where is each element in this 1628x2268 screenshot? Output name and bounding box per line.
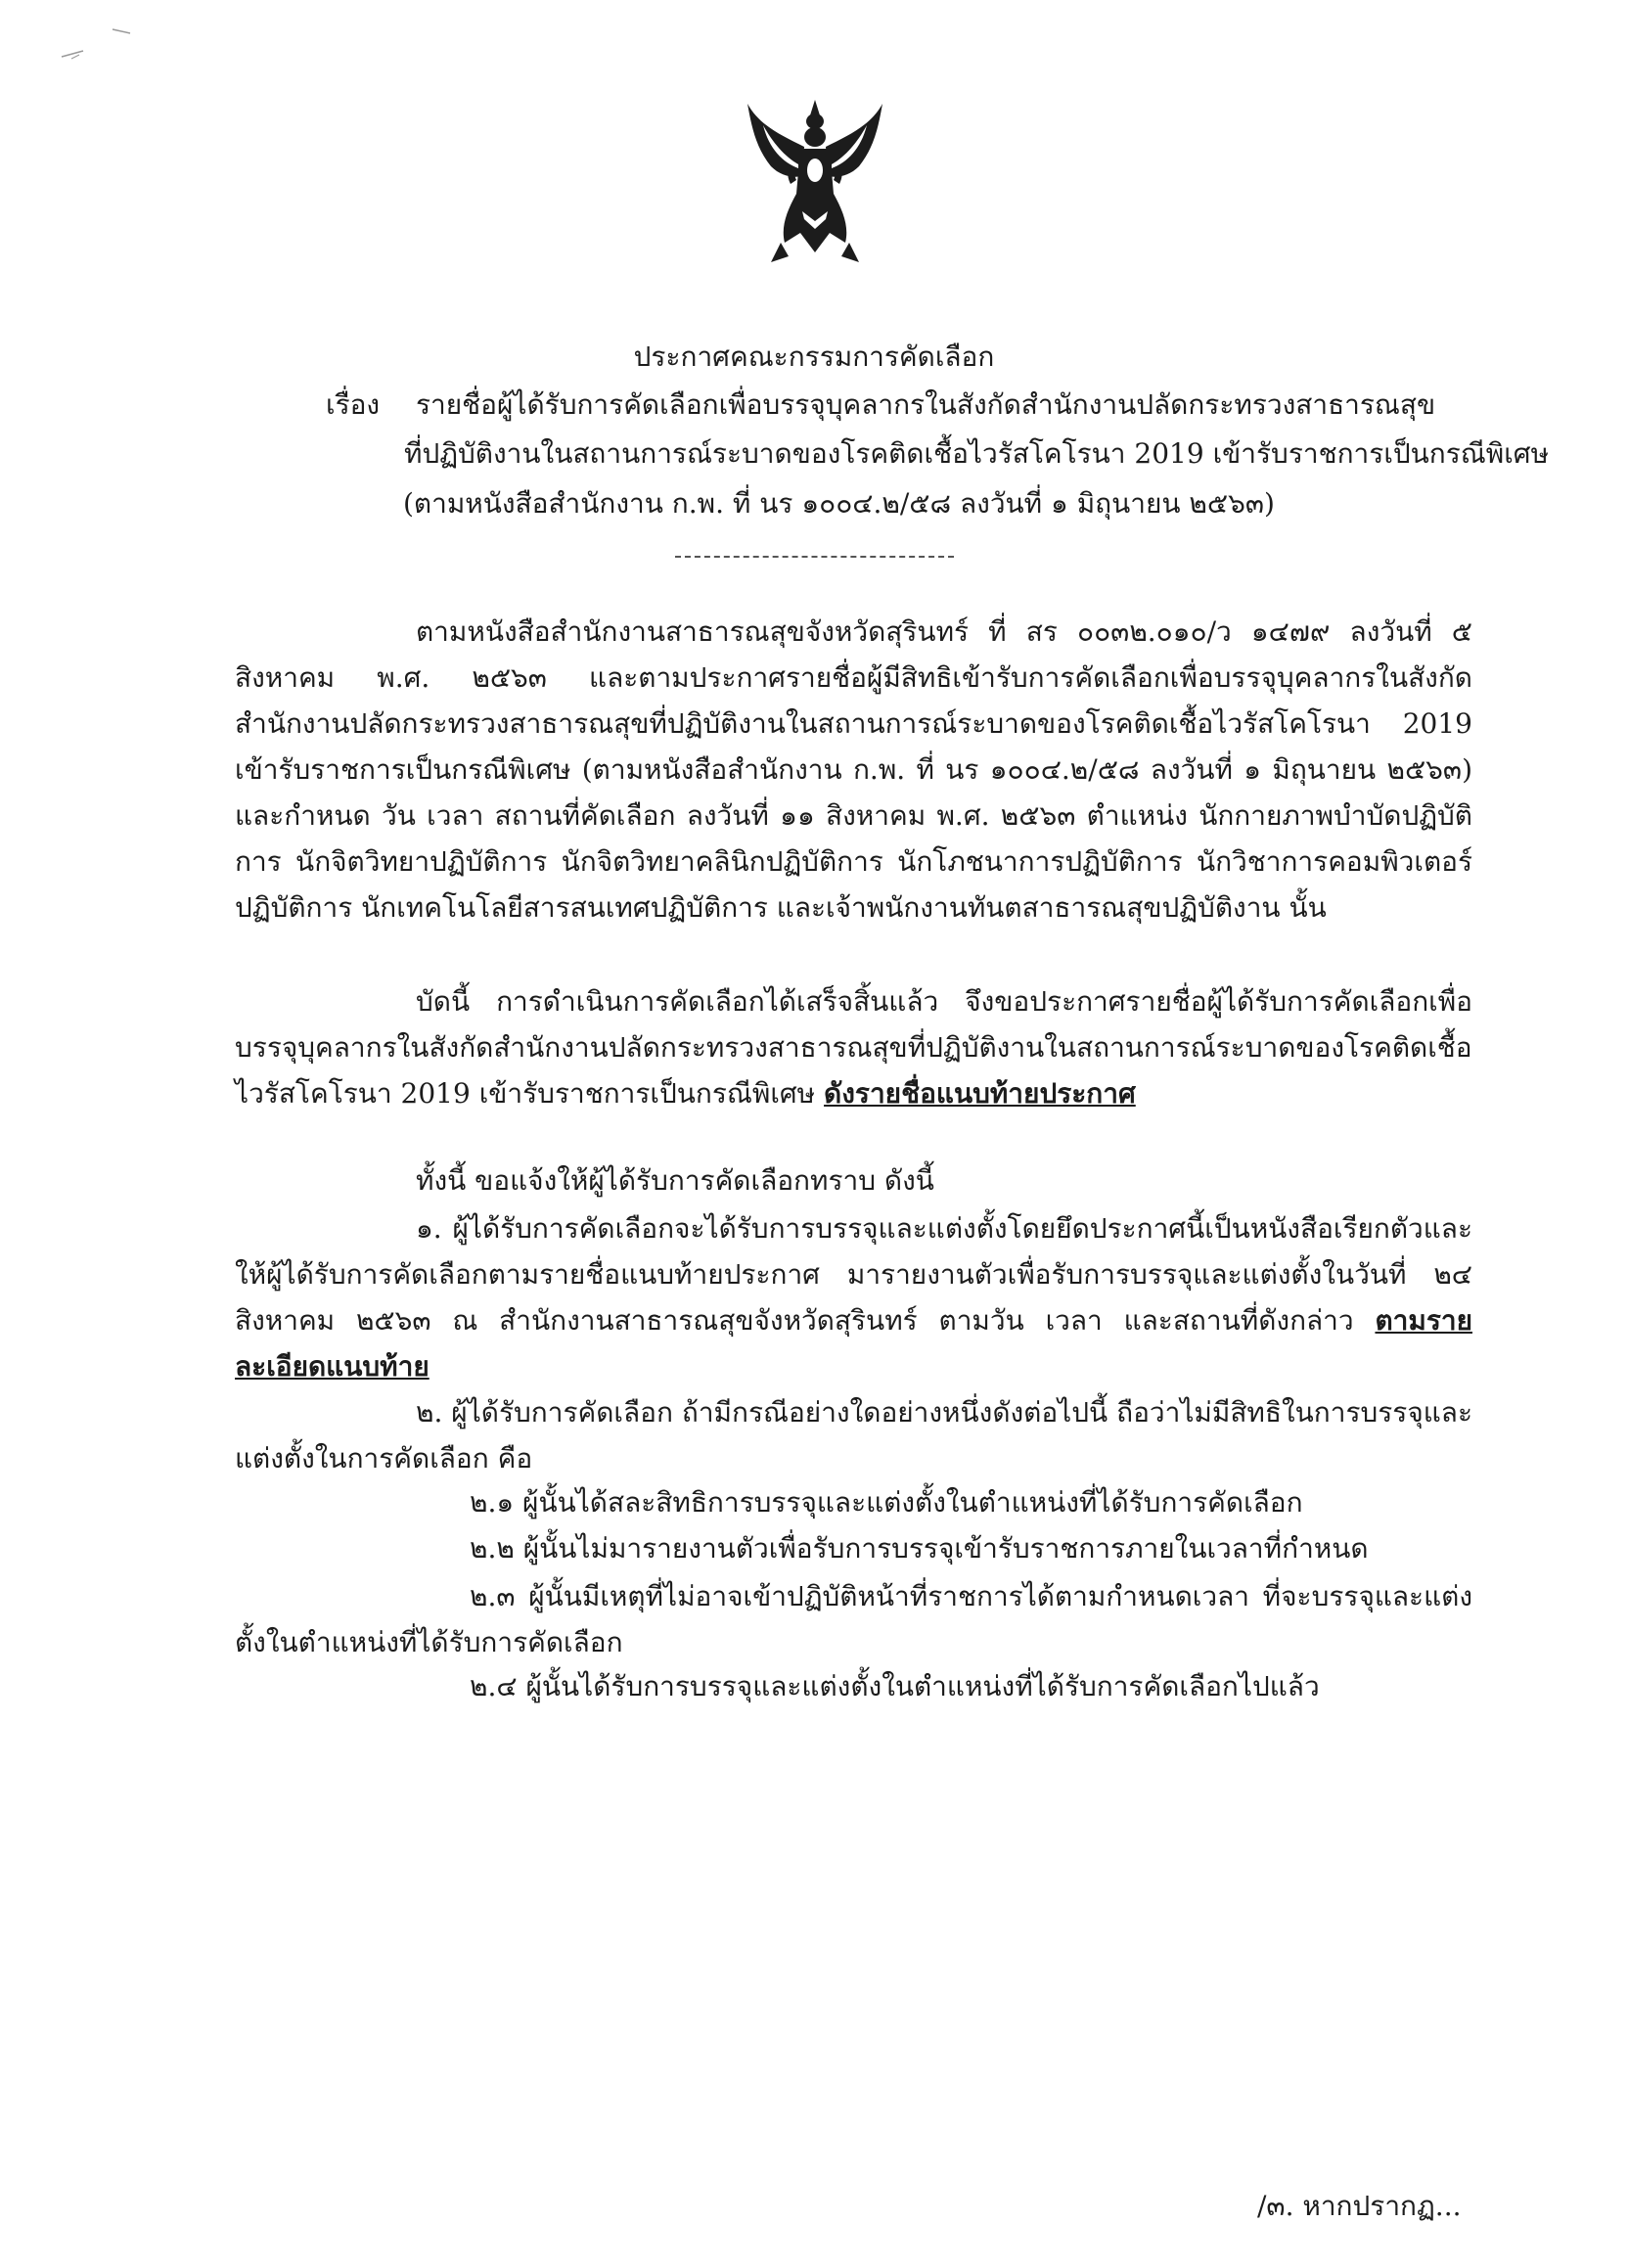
scan-mark-icon — [54, 18, 142, 67]
item-2-3: ๒.๓ ผู้นั้นมีเหตุที่ไม่อาจเข้าปฏิบัติหน้าที่ราชการได้ตามกำหนดเวลา ที่จะบรรจุและแต่งตั้งในตำแหน่งที่ได้รับการคัดเลือก — [235, 1580, 1472, 1658]
paragraph-announcement: บัดนี้ การดำเนินการคัดเลือกได้เสร็จสิ้นแล้ว จึงขอประกาศรายชื่อผู้ได้รับการคัดเลือกเพื่อบรรจุบุคลากรในสังกัดสำนักงานปลัดกระทรวงสาธารณสุขที่ปฏิบัติงานในสถานการณ์ระบาดของโรคติดเชื้อไวรัสโคโรนา 2019 เข้ารับราชการเป็นกรณีพิเศษ ดังรายชื่อแนบท้ายประกาศ — [235, 985, 1472, 1110]
item-2-1: ๒.๑ ผู้นั้นได้สละสิทธิการบรรจุและแต่งตั้งในตำแหน่งที่ได้รับการคัดเลือก — [470, 1486, 1303, 1519]
announcement-title: ประกาศคณะกรรมการคัดเลือก — [633, 340, 995, 373]
notice-intro: ทั้งนี้ ขอแจ้งให้ผู้ได้รับการคัดเลือกทราบ ดังนี้ — [416, 1164, 934, 1197]
item-2: ๒. ผู้ได้รับการคัดเลือก ถ้ามีกรณีอย่างใดอย่างหนึ่งดังต่อไปนี้ ถือว่าไม่มีสิทธิในการบรรจุและแต่งตั้งในการคัดเลือก คือ — [235, 1396, 1472, 1474]
subject-line-3: (ตามหนังสือสำนักงาน ก.พ. ที่ นร ๑๐๐๔.๒/๕๘ ลงวันที่ ๑ มิถุนายน ๒๕๖๓) — [403, 487, 1275, 520]
details-attachment-link: ตามรายละเอียดแนบท้าย — [235, 1304, 1472, 1383]
item-2-4: ๒.๔ ผู้นั้นได้รับการบรรจุและแต่งตั้งในตำแหน่งที่ได้รับการคัดเลือกไปแล้ว — [470, 1670, 1320, 1702]
subject-line-1: รายชื่อผู้ได้รับการคัดเลือกเพื่อบรรจุบุคลากรในสังกัดสำนักงานปลัดกระทรวงสาธารณสุข — [416, 388, 1436, 421]
separator-line — [675, 556, 954, 558]
page-continuation: /๓. หากปรากฏ... — [1257, 2190, 1462, 2222]
item-1: ๑. ผู้ได้รับการคัดเลือกจะได้รับการบรรจุและแต่งตั้งโดยยึดประกาศนี้เป็นหนังสือเรียกตัวและให้ผู้ได้รับการคัดเลือกตามรายชื่อแนบท้ายประกาศ มารายงานตัวเพื่อรับการบรรจุและแต่งตั้งในวันที่ ๒๔ สิงหาคม ๒๕๖๓ ณ สำนักงานสาธารณสุขจังหวัดสุรินทร์ ตามวัน เวลา และสถานที่ดังกล่าว ตามรายละเอียดแนบท้าย — [235, 1212, 1472, 1383]
subject-line-2: ที่ปฏิบัติงานในสถานการณ์ระบาดของโรคติดเชื้อไวรัสโคโรนา 2019 เข้ารับราชการเป็นกรณีพิเศษ — [404, 437, 1550, 470]
paragraph-reference: ตามหนังสือสำนักงานสาธารณสุขจังหวัดสุรินทร์ ที่ สร ๐๐๓๒.๐๑๐/ว ๑๔๗๙ ลงวันที่ ๕ สิงหาคม พ.ศ. ๒๕๖๓ และตามประกาศรายชื่อผู้มีสิทธิเข้ารับการคัดเลือกเพื่อบรรจุบุคลากรในสังกัดสำนักงานปลัดกระทรวงสาธารณสุขที่ปฏิบัติงานในสถานการณ์ระบาดของโรคติดเชื้อไวรัสโคโรนา 2019 เข้ารับราชการเป็นกรณีพิเศษ (ตามหนังสือสำนักงาน ก.พ. ที่ นร ๑๐๐๔.๒/๕๘ ลงวันที่ ๑ มิถุนายน ๒๕๖๓) และกำหนด วัน เวลา สถานที่คัดเลือก ลงวันที่ ๑๑ สิงหาคม พ.ศ. ๒๕๖๓ ตำแหน่ง นักกายภาพบำบัดปฏิบัติการ นักจิตวิทยาปฏิบัติการ นักจิตวิทยาคลินิกปฏิบัติการ นักโภชนาการปฏิบัติการ นักวิชาการคอมพิวเตอร์ปฏิบัติการ นักเทคโนโลยีสารสนเทศปฏิบัติการ และเจ้าพนักงานทันตสาธารณสุขปฏิบัติงาน นั้น — [235, 615, 1472, 924]
announcement-attachment-link: ดังรายชื่อแนบท้ายประกาศ — [824, 1077, 1136, 1110]
subject-label: เรื่อง — [326, 388, 381, 421]
garuda-emblem-icon — [742, 96, 888, 267]
item-2-2: ๒.๒ ผู้นั้นไม่มารายงานตัวเพื่อรับการบรรจุเข้ารับราชการภายในเวลาที่กำหนด — [470, 1532, 1369, 1565]
